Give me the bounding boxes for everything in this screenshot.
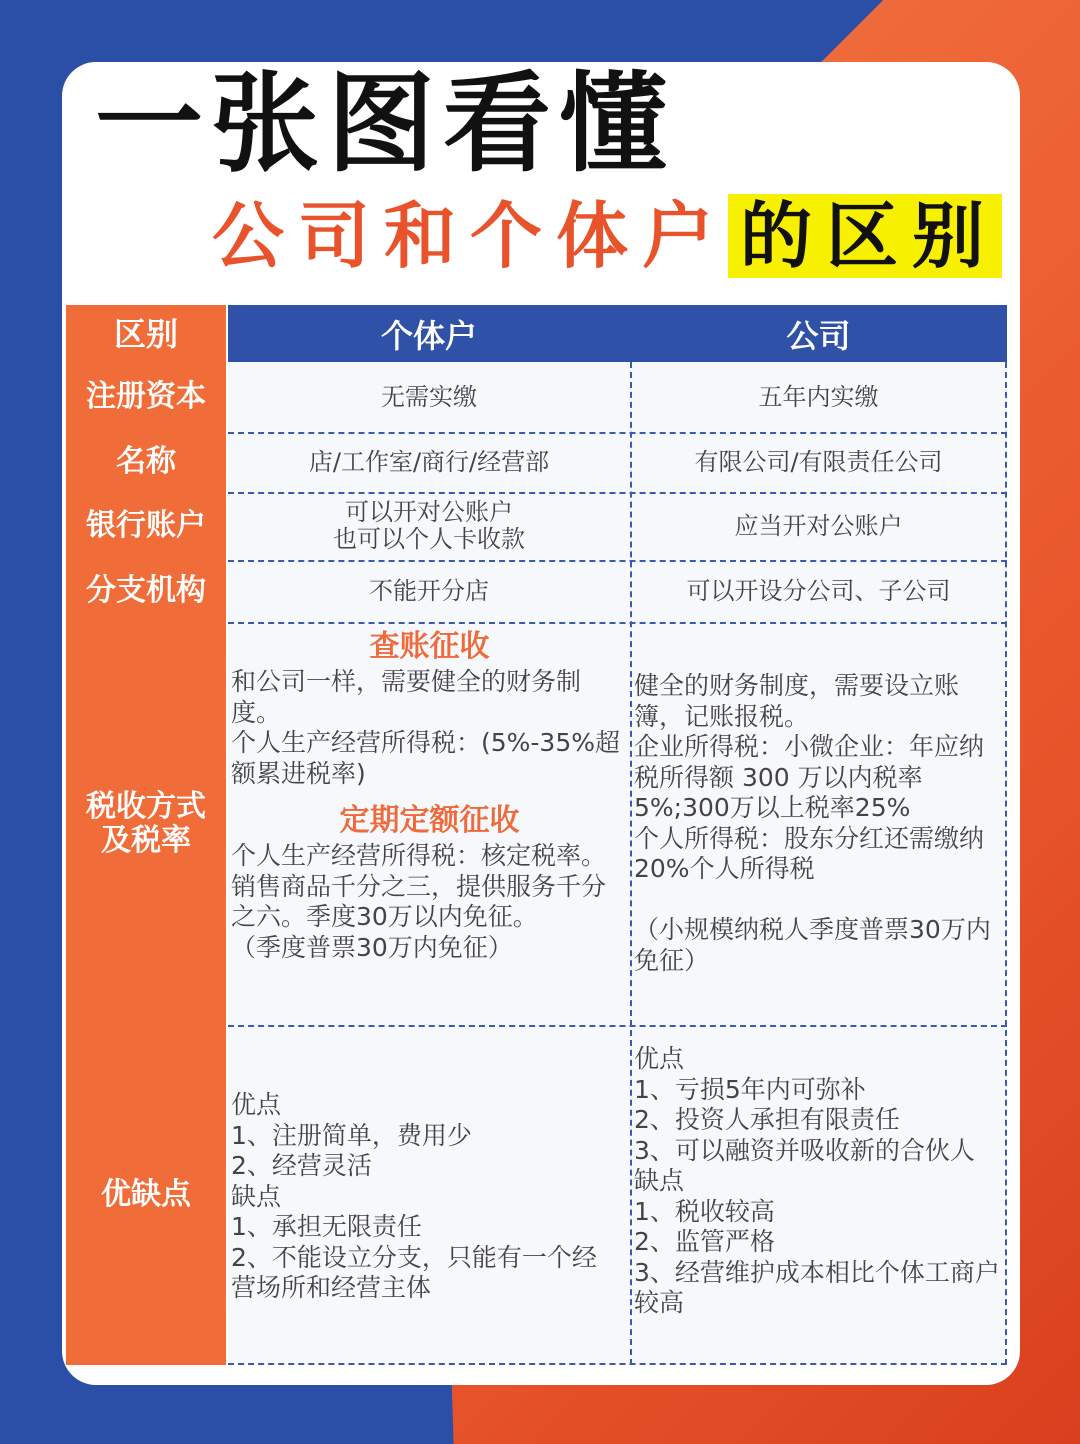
tax-individual-cell	[231, 627, 628, 963]
comparison-table	[66, 305, 1007, 1365]
header-diff: 区别	[113, 314, 178, 353]
row-divider	[228, 622, 1007, 624]
subtitle-highlight: 的区别	[728, 194, 1002, 278]
table-cell: 有限公司/有限责任公司	[694, 448, 943, 476]
table-cell: 应当开对公账户	[734, 512, 903, 540]
tax-company-cell: 健全的财务制度，需要设立账簿，记账报税。 企业所得税：小微企业：年应纳税所得额 300 万以内税率5%;300万以上税率25% 个人所得税：股东分红还需缴纳 20%个人所得税 （小规模纳税人季度普票30万内免征）	[634, 671, 991, 975]
row-divider	[228, 1025, 1007, 1027]
row-label: 注册资本	[86, 379, 206, 414]
table-cell: 无需实缴	[381, 383, 477, 411]
header-company: 公司	[786, 316, 851, 355]
pros-cons-individual-cell: 优点 1、注册简单，费用少 2、经营灵活 缺点 1、承担无限责任 2、不能设立分支，只能有一个经营场所和经营主体	[231, 1090, 597, 1302]
tax-text-fixed: 个人生产经营所得税：核定税率。销售商品千分之三，提供服务千分之六。季度30万以内免征。 （季度普票30万内免征）	[231, 841, 607, 962]
tax-heading-audit: 查账征收	[369, 629, 490, 664]
table-cell: 可以开设分公司、子公司	[686, 577, 951, 605]
row-label: 分支机构	[86, 573, 206, 608]
table-cell: 五年内实缴	[758, 383, 879, 411]
tax-text-audit: 和公司一样，需要健全的财务制度。 个人生产经营所得税：(5%-35%超额累进税率)	[231, 667, 621, 788]
table-cell: 店/工作室/商行/经营部	[308, 448, 550, 476]
row-label: 优缺点	[101, 1177, 191, 1212]
pros-cons-company-cell: 优点 1、亏损5年内可弥补 2、投资人承担有限责任 3、可以融资并吸收新的合伙人 缺点 1、税收较高 2、监管严格 3、经营维护成本相比个体工商户较高	[634, 1044, 1000, 1317]
subtitle	[212, 192, 1002, 280]
tax-heading-fixed: 定期定额征收	[339, 803, 520, 838]
header-individual: 个体户	[380, 316, 477, 355]
table-cell: 不能开分店	[369, 577, 489, 605]
row-label: 税收方式 及税率	[86, 788, 206, 858]
table-cell: 可以开对公账户 也可以个人卡收款	[333, 498, 525, 553]
page-title: 一张图看懂	[95, 62, 676, 187]
row-label: 银行账户	[86, 508, 206, 543]
row-label: 名称	[116, 444, 176, 479]
subtitle-main: 公司和个体户	[212, 194, 729, 278]
